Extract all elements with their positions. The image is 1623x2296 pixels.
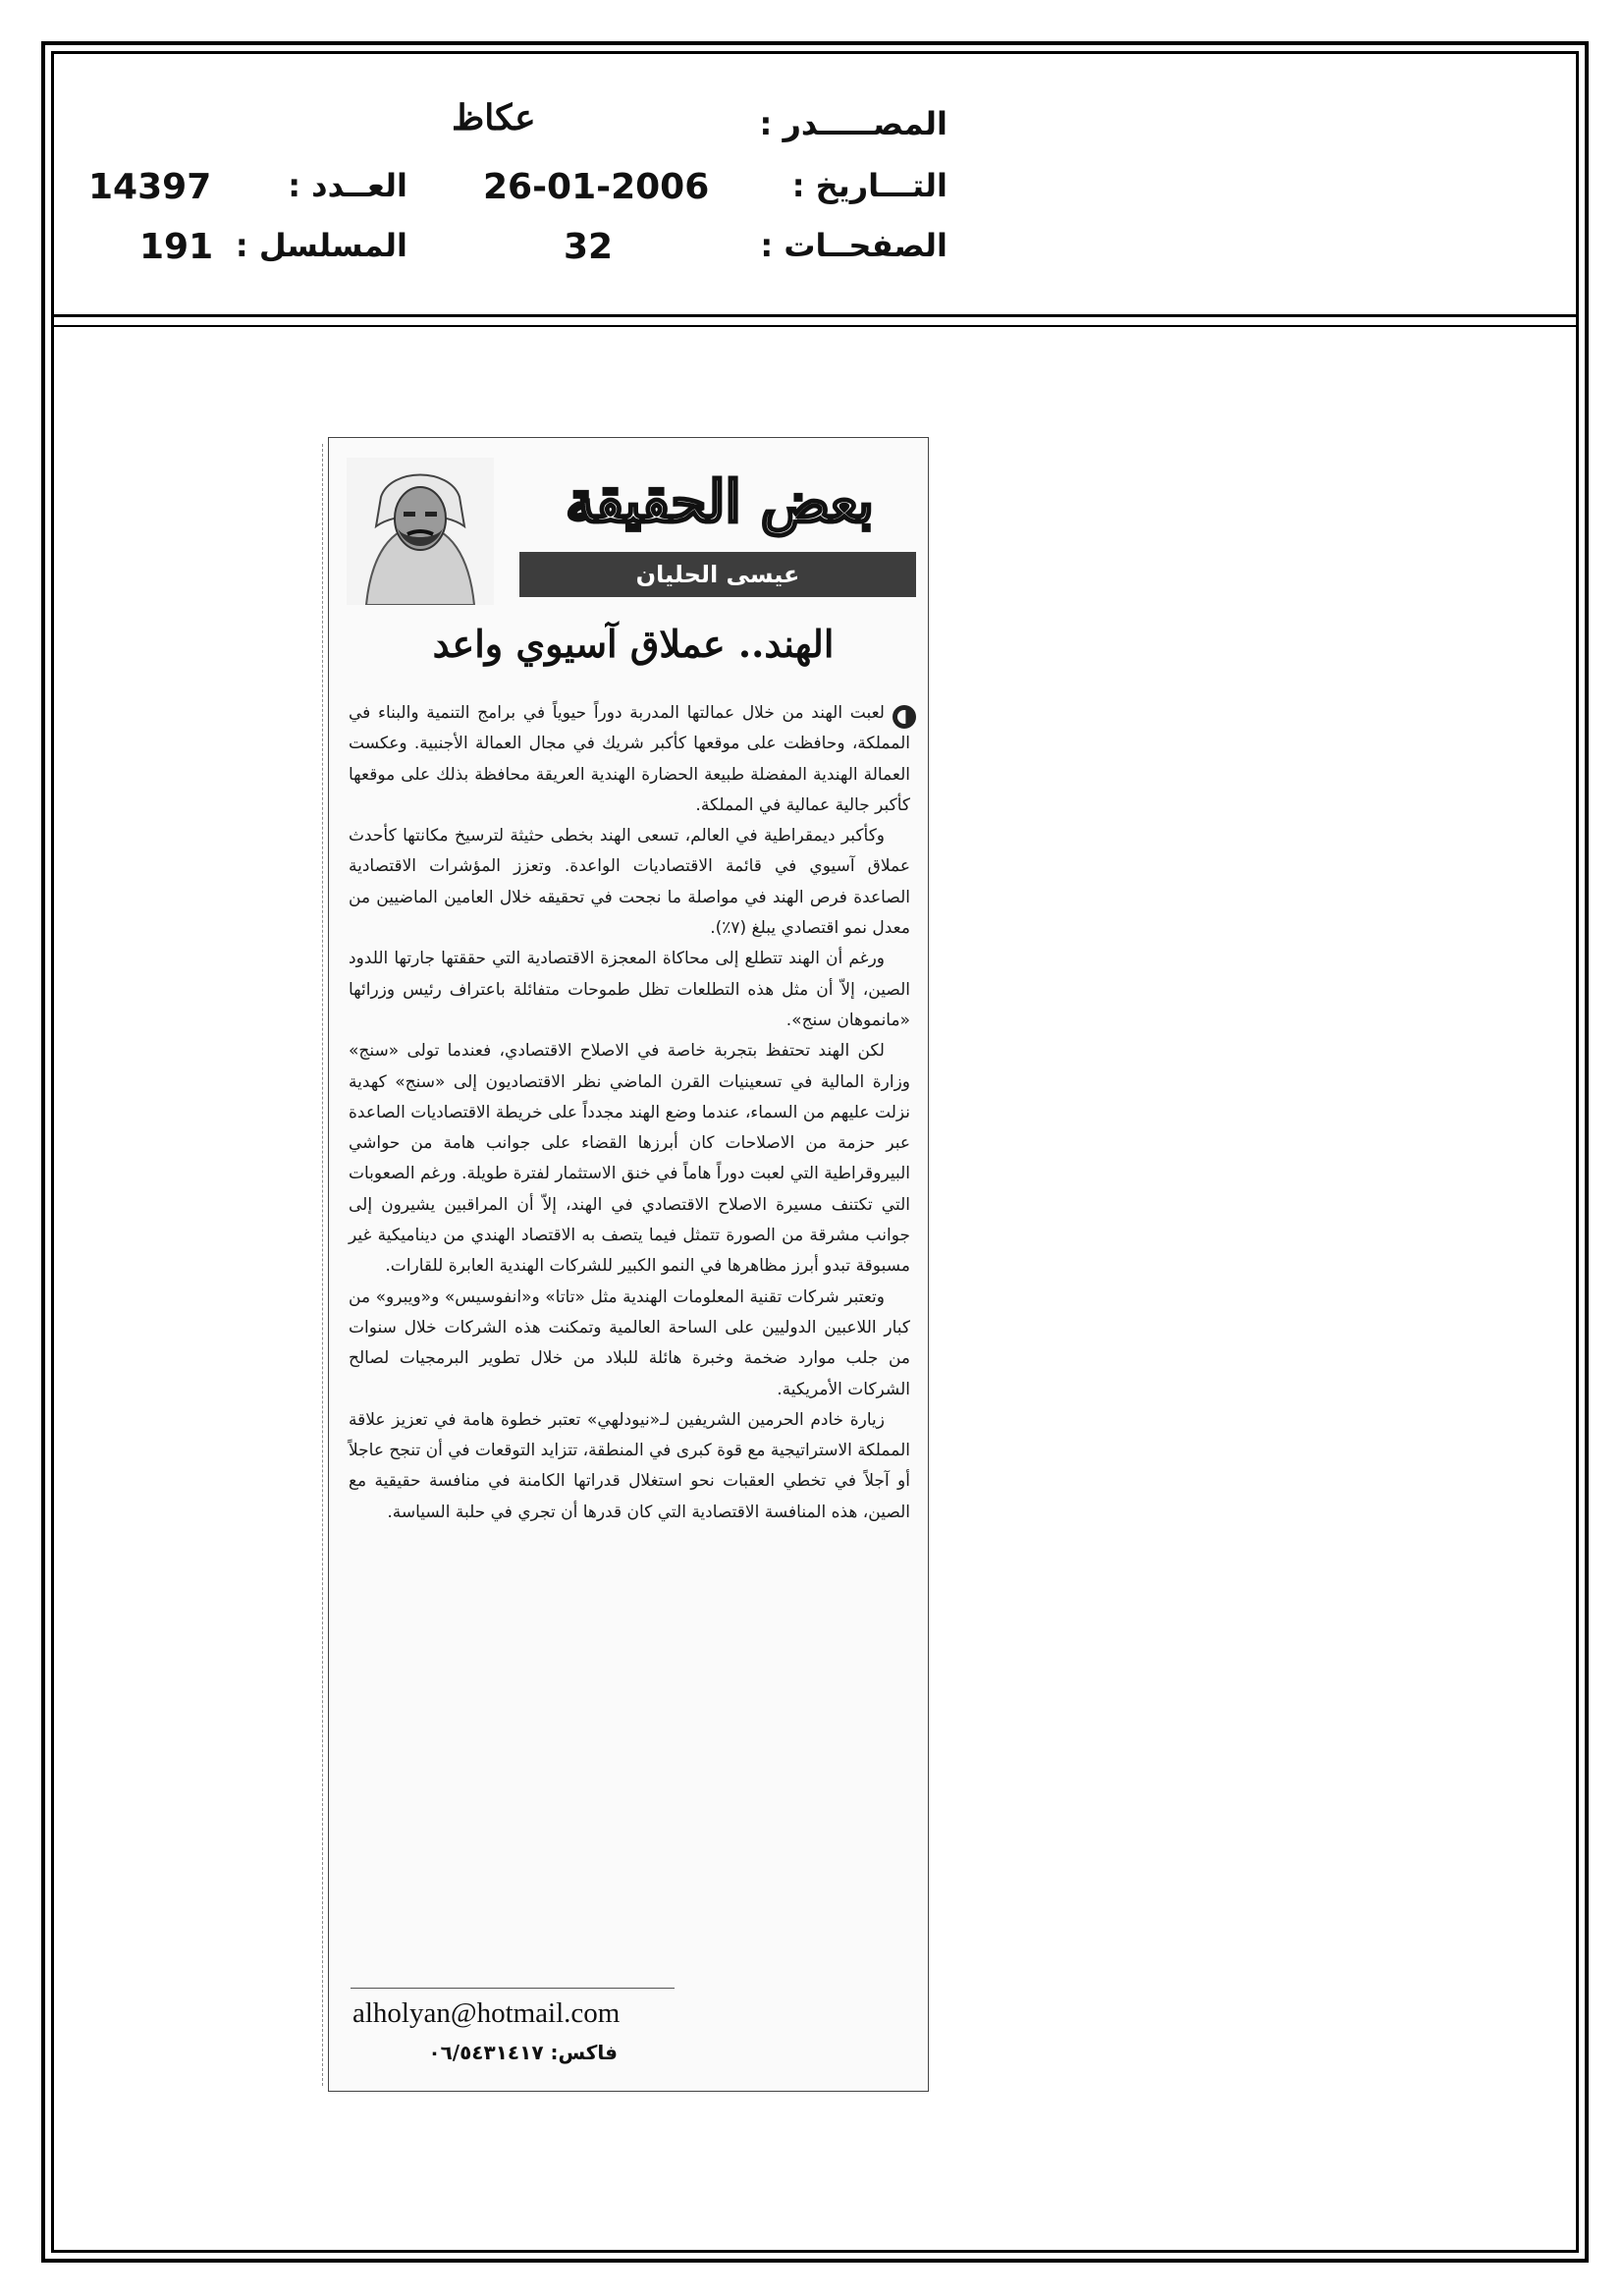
issue-label: العــدد :	[288, 167, 407, 204]
author-email: alholyan@hotmail.com	[352, 1997, 621, 2029]
signature-divider	[351, 1988, 675, 1989]
header-divider-secondary	[51, 325, 1579, 327]
pages-value: 32	[564, 227, 614, 267]
paragraph: وكأكبر ديمقراطية في العالم، تسعى الهند بخطى حثيثة لترسيخ مكانتها كأحدث عملاق آسيوي في قائمة الاقتصاديات الواعدة. وتعزز المؤشرات الاقتصادية الصاعدة فرص الهند في مواصلة ما نجحت في تحقيقه خلال العامين الماضيين من معدل نمو اقتصادي يبلغ (٧٪).	[349, 826, 910, 939]
date-label: التـــاريخ :	[791, 167, 947, 204]
newspaper-clipping	[328, 437, 929, 2092]
pages-label: الصفحــات :	[760, 227, 947, 264]
column-title: بعض الحقيقة	[566, 468, 874, 535]
paragraph: لعبت الهند من خلال عمالتها المدربة دوراً حيوياً في برامج التنمية والبناء في المملكة، وحافظت على موقعها كأكبر شريك في مجال العمالة الأجنبية. وعكست العمالة الهندية المفضلة طبيعة الحضارة الهندية العريقة محافظة بذلك على موقعها كأكبر جالية عمالية في المملكة.	[349, 703, 910, 815]
date-value: 26-01-2006	[483, 167, 710, 207]
paragraph: لكن الهند تحتفظ بتجربة خاصة في الاصلاح الاقتصادي، فعندما تولى «سنج» وزارة المالية في تسعينيات القرن الماضي نظر الاقتصاديون إلى «سنج» كهدية نزلت عليهم من السماء، عندما وضع الهند مجدداً على خريطة الاقتصاديات الصاعدة عبر حزمة من الاصلاحات كان أبرزها القضاء على جوانب هامة من حواشي البيروقراطية التي لعبت دوراً هاماً في خنق الاستثمار لفترة طويلة. ورغم الصعوبات التي تكتنف مسيرة الاصلاح الاقتصادي في الهند، إلاّ أن المراقبين يشيرون إلى جوانب مشرقة من الصورة تتمثل فيما يتصف به الاقتصاد الهندي من ديناميكية غير مسبوقة تبدو أبرز مظاهرها في النمو الكبير للشركات الهندية العابرة للقارات.	[349, 1041, 910, 1277]
source-label: المصـــــدر :	[759, 105, 947, 142]
author-fax: فاكس: ٠٦/٥٤٣١٤١٧	[428, 2041, 618, 2064]
paragraph: زيارة خادم الحرمين الشريفين لـ«نيودلهي» تعتبر خطوة هامة في تعزيز علاقة المملكة الاستراتيجية مع قوة كبرى في المنطقة، تتزايد التوقعات في أن تنجح عاجلاً أو آجلاً في تخطي العقبات نحو استغلال قدراتها الكامنة في منافسة حقيقية مع الصين، هذه المنافسة الاقتصادية التي كان قدرها أن تجري في حلبة السياسة.	[349, 1409, 910, 1522]
paragraph: ورغم أن الهند تتطلع إلى محاكاة المعجزة الاقتصادية التي حققتها جارتها اللدود الصين، إلاّ أن مثل هذه التطلعات تظل طموحات متفائلة باعتراف رئيس وزرائها «مانموهان سنج».	[349, 949, 910, 1030]
author-portrait	[347, 458, 494, 605]
header-divider	[51, 314, 1579, 317]
source-value: عكاظ	[452, 97, 536, 138]
article-headline: الهند.. عملاق آسيوي واعد	[432, 622, 835, 666]
author-name: عيسى الحليان	[519, 552, 916, 597]
paragraph: وتعتبر شركات تقنية المعلومات الهندية مثل «تاتا» و«انفوسيس» و«ويبرو» من كبار اللاعبين الدوليين على الساحة العالمية وتمكنت هذه الشركات خلال سنوات من جلب موارد ضخمة وخبرة هائلة للبلاد من خلال تطوير البرمجيات لصالح الشركات الأمريكية.	[349, 1286, 910, 1399]
article-body	[349, 698, 910, 1528]
column-masthead	[347, 458, 916, 605]
serial-label: المسلسل :	[235, 227, 407, 264]
serial-value: 191	[139, 227, 214, 267]
issue-value: 14397	[88, 167, 212, 207]
